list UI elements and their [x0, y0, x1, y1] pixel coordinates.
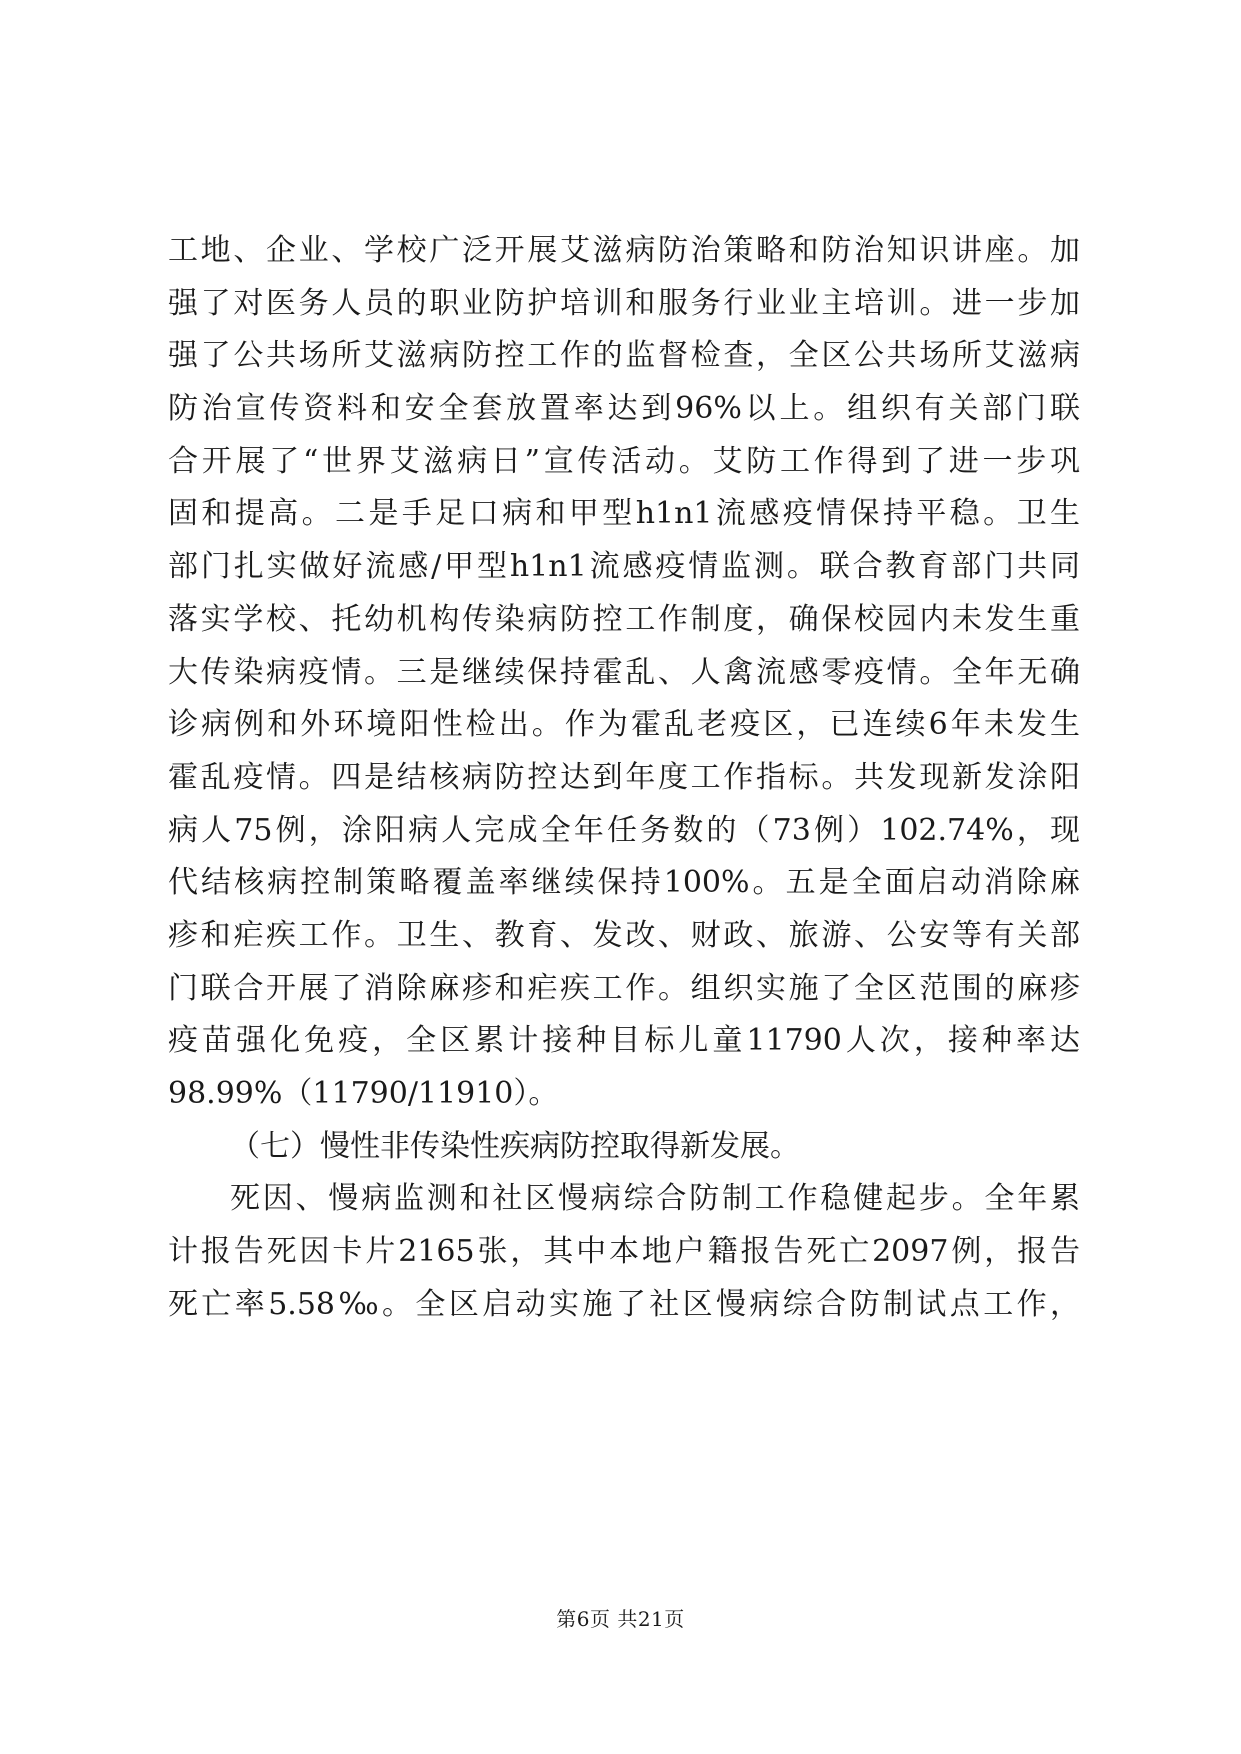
text-line: 霍乱疫情。四是结核病防控达到年度工作指标。共发现新发涂阳: [168, 759, 1080, 795]
text-line: 死亡率5.58‰。全区启动实施了社区慢病综合防制试点工作，: [168, 1286, 1080, 1322]
text-line: 合开展了“世界艾滋病日”宣传活动。艾防工作得到了进一步巩: [168, 443, 1080, 479]
section-heading: （七）慢性非传染性疾病防控取得新发展。: [230, 1128, 800, 1164]
text-line: 大传染病疫情。三是继续保持霍乱、人禽流感零疫情。全年无确: [168, 654, 1080, 690]
text-line: 代结核病控制策略覆盖率继续保持100%。五是全面启动消除麻: [168, 865, 1080, 901]
text-line: 疹和疟疾工作。卫生、教育、发改、财政、旅游、公安等有关部: [168, 917, 1080, 953]
text-line: 98.99%（11790/11910）。: [168, 1076, 559, 1111]
body-text: [168, 225, 1080, 1331]
text-line: 门联合开展了消除麻疹和疟疾工作。组织实施了全区范围的麻疹: [168, 970, 1080, 1006]
text-line: 病人75例，涂阳病人完成全年任务数的（73例）102.74%，现: [168, 812, 1080, 848]
text-line: 部门扎实做好流感/甲型h1n1流感疫情监测。联合教育部门共同: [168, 549, 1080, 585]
text-line: 固和提高。二是手足口病和甲型h1n1流感疫情保持平稳。卫生: [168, 496, 1080, 532]
text-line: 防治宣传资料和安全套放置率达到96%以上。组织有关部门联: [168, 391, 1080, 427]
page-number-footer: 第6页 共21页: [556, 1607, 685, 1631]
text-line: 强了公共场所艾滋病防控工作的监督检查，全区公共场所艾滋病: [168, 338, 1080, 374]
text-line: 落实学校、托幼机构传染病防控工作制度，确保校园内未发生重: [168, 601, 1080, 637]
text-line: 疫苗强化免疫，全区累计接种目标儿童11790人次，接种率达: [168, 1023, 1080, 1059]
text-line: 计报告死因卡片2165张，其中本地户籍报告死亡2097例，报告: [168, 1234, 1080, 1270]
text-line: 工地、企业、学校广泛开展艾滋病防治策略和防治知识讲座。加: [168, 233, 1080, 268]
text-line: 死因、慢病监测和社区慢病综合防制工作稳健起步。全年累: [230, 1181, 1080, 1217]
text-line: 诊病例和外环境阳性检出。作为霍乱老疫区，已连续6年未发生: [168, 707, 1080, 743]
text-line: 强了对医务人员的职业防护培训和服务行业业主培训。进一步加: [168, 285, 1080, 321]
